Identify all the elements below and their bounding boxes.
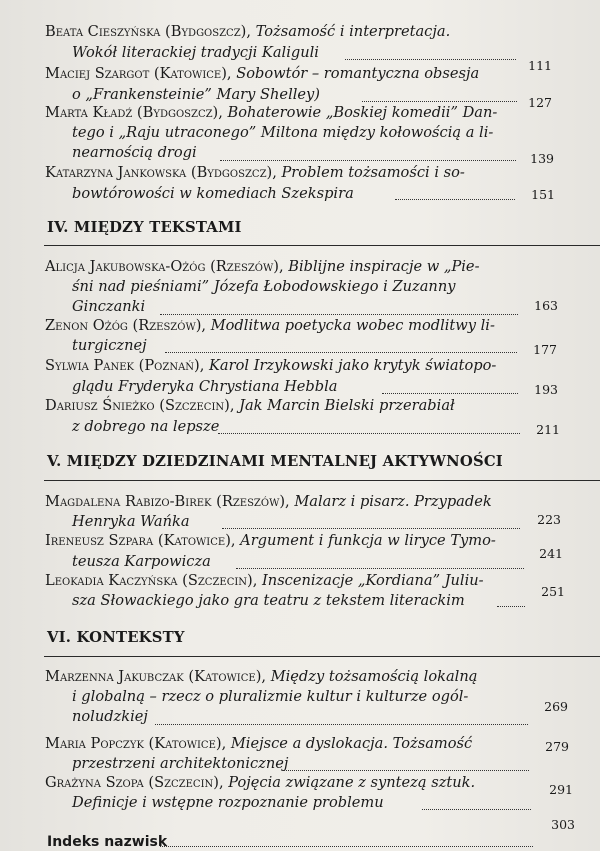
entry-author: Zenon Ożóg (Rzeszów), [45,317,207,334]
leader-dots [155,724,528,725]
section-heading: VI. KONTEKSTY [47,629,185,646]
entry-first-line [45,734,472,754]
entry-first-line [45,531,496,551]
entry-page-number: 139 [530,151,554,166]
entry-first-line [45,316,495,336]
entry-author: Magdalena Rabizo-Birek (Rzeszów), [45,493,290,510]
entry-first-line [45,64,479,84]
entry-first-line [45,396,455,416]
entry-page-number: 111 [528,58,552,73]
leader-dots [395,199,515,200]
leader-dots [160,846,533,847]
entry-title: Między tożsamością lokalną [270,668,478,685]
entry-first-line [45,103,497,123]
section-heading: V. MIĘDZY DZIEDZINAMI MENTALNEJ AKTYWNOŚCI [47,453,503,470]
entry-title: Inscenizacje „Kordiana” Juliu- [262,572,484,589]
entry-first-line [45,492,492,512]
entry-first-line [45,163,465,183]
index-entry-label: Indeks nazwisk [47,834,168,850]
leader-dots [220,160,516,161]
leader-dots [222,528,520,529]
entry-title: Problem tożsamości i so- [281,164,465,181]
entry-author: Katarzyna Jankowska (Bydgoszcz), [45,164,277,181]
entry-title-continuation: Definicje i wstępne rozpoznanie problemu [72,794,384,811]
section-rule [44,245,600,246]
index-page-number: 303 [551,817,575,832]
entry-title: Karol Irzykowski jako krytyk światopo- [209,357,497,374]
leader-dots [236,568,524,569]
entry-title: Biblijne inspiracje w „Pie- [288,258,480,275]
entry-title: Argument i funkcja w liryce Tymo- [240,532,496,549]
entry-author: Ireneusz Szpara (Katowice), [45,532,236,549]
entry-title-continuation: teusza Karpowicza [72,553,211,570]
entry-title: Miejsce a dyslokacja. Tożsamość [230,735,473,752]
entry-first-line [45,356,496,376]
entry-first-line [45,257,480,277]
section-rule [44,656,600,657]
entry-title-continuation: przestrzeni architektonicznej [72,755,289,772]
entry-author: Marta Kładź (Bydgoszcz), [45,104,223,121]
leader-dots [218,433,520,434]
entry-author: Leokadia Kaczyńska (Szczecin), [45,572,258,589]
entry-page-number: 241 [539,546,563,561]
entry-page-number: 151 [531,187,555,202]
entry-author: Maciej Szargot (Katowice), [45,65,232,82]
entry-title-continuation: turgicznej [72,337,147,354]
leader-dots [345,59,516,60]
entry-page-number: 269 [544,699,568,714]
entry-first-line [45,22,450,42]
entry-title-continuation: Henryka Wańka [72,513,190,530]
entry-title: Tożsamość i interpretacja. [255,23,451,40]
entry-title-continuation: Wokół literackiej tradycji Kaliguli [72,44,319,61]
entry-page-number: 127 [528,95,552,110]
entry-title-continuation: i globalną – rzecz o pluralizmie kultur i kulturze ogól- [72,688,469,705]
entry-title-continuation: nearnością drogi [72,144,197,161]
entry-title-continuation: sza Słowackiego jako gra teatru z tekstem literackim [72,592,465,609]
entry-title-continuation: bowtórowości w komediach Szekspira [72,185,354,202]
entry-author: Dariusz Śnieżko (Szczecin), [45,397,235,414]
entry-title-continuation: Ginczanki [72,298,146,315]
entry-author: Maria Popczyk (Katowice), [45,735,227,752]
entry-author: Sylwia Panek (Poznań), [45,357,205,374]
leader-dots [382,393,518,394]
entry-first-line [45,667,477,687]
entry-page-number: 291 [549,782,573,797]
leader-dots [497,606,525,607]
section-rule [44,480,600,481]
entry-author: Beata Cieszyńska (Bydgoszcz), [45,23,251,40]
entry-page-number: 279 [545,739,569,754]
entry-title-continuation: o „Frankensteinie” Mary Shelley) [72,86,320,103]
leader-dots [165,352,517,353]
section-heading: IV. MIĘDZY TEKSTAMI [47,219,242,236]
entry-title-continuation: z dobrego na lepsze [72,418,220,435]
entry-first-line [45,773,475,793]
entry-title: Malarz i pisarz. Przypadek [294,493,492,510]
entry-page-number: 193 [534,382,558,397]
entry-page-number: 251 [541,584,565,599]
entry-title: Bohaterowie „Boskiej komedii” Dan- [227,104,498,121]
entry-title-continuation: śni nad pieśniami” Józefa Łobodowskiego i Zuzanny [72,278,456,295]
leader-dots [422,809,531,810]
entry-page-number: 211 [536,422,560,437]
entry-title-continuation: noludzkiej [72,708,148,725]
entry-author: Alicja Jakubowska-Ożóg (Rzeszów), [45,258,284,275]
entry-first-line [45,571,484,591]
leader-dots [160,314,518,315]
entry-title-continuation: glądu Fryderyka Chrystiana Hebbla [72,378,338,395]
entry-title: Pojęcia związane z syntezą sztuk. [228,774,476,791]
entry-author: Marzenna Jakubczak (Katowice), [45,668,267,685]
entry-title-continuation: tego i „Raju utraconego” Miltona między kołowością a li- [72,124,494,141]
leader-dots [362,101,517,102]
entry-page-number: 223 [537,512,561,527]
entry-page-number: 163 [534,298,558,313]
entry-title: Sobowtór – romantyczna obsesja [236,65,480,82]
leader-dots [283,770,529,771]
entry-page-number: 177 [533,342,557,357]
entry-title: Modlitwa poetycka wobec modlitwy li- [210,317,495,334]
entry-title: Jak Marcin Bielski przerabiał [239,397,455,414]
entry-author: Grażyna Szopa (Szczecin), [45,774,224,791]
